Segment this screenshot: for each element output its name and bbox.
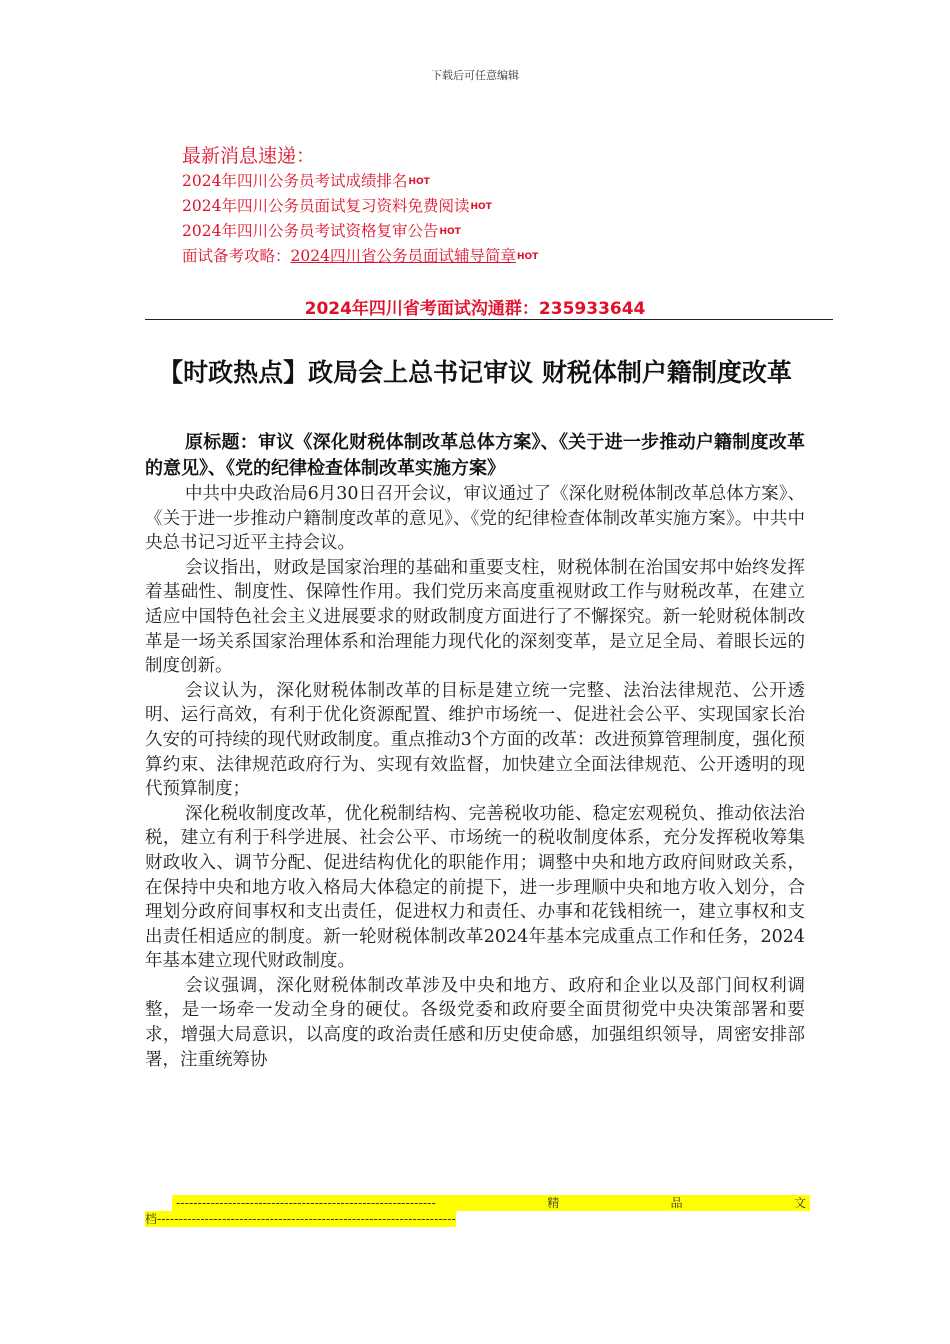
news-item[interactable] [182, 219, 538, 244]
header-note: 下载后可任意编辑 [431, 69, 519, 82]
footer-word: 档 [145, 1212, 158, 1226]
strategy-prefix: 面试备考攻略： [182, 247, 291, 265]
news-item[interactable] [182, 169, 538, 194]
footer-dashes: --------------------------------------------------------------------- [157, 1212, 456, 1226]
article-paragraph: 深化税收制度改革，优化税制结构、完善税收功能、稳定宏观税负、推动依法治税，建立有利于科学进展、社会公平、市场统一的税收制度体系，充分发挥税收筹集财政收入、调节分配、促进结构优化的职能作用；调整中央和地方政府间财政关系，在保持中央和地方收入格局大体稳定的前提下，进一步理顺中央和地方收入划分，合理划分政府间事权和支出责任，促进权力和责任、办事和花钱相统一，建立事权和支出责任相适应的制度。新一轮财税体制改革2024年基本完成重点工作和任务，2024年基本建立现代财政制度。 [145, 803, 805, 972]
hot-badge-icon: HOT [408, 177, 430, 187]
strategy-link[interactable]: 2024四川省公务员面试辅导简章 [290, 247, 516, 265]
article-paragraph: 会议指出，财政是国家治理的基础和重要支柱，财税体制在治国安邦中始终发挥着基础性、制度性、保障性作用。我们党历来高度重视财政工作与财税改革，在建立适应中国特色社会主义进展要求的财政制度方面进行了不懈探究。新一轮财税体制改革是一场关系国家治理体系和治理能力现代化的深刻变革，是立足全局、着眼长远的制度创新。 [145, 557, 805, 677]
group-line: 2024年四川省考面试沟通群：235933644 [304, 299, 646, 319]
news-item-text[interactable]: 2024年四川公务员考试资格复审公告 [182, 222, 439, 240]
article-title: 【时政热点】政局会上总书记审议 财税体制户籍制度改革 [158, 358, 792, 387]
news-item-text[interactable]: 2024年四川公务员面试复习资料免费阅读 [182, 197, 470, 215]
hot-badge-icon: HOT [439, 227, 461, 237]
footer-dashes: ------------------------------------------------------------ [176, 1196, 436, 1210]
hot-badge-icon: HOT [516, 252, 539, 262]
footer-banner [145, 1195, 810, 1227]
footer-word: 文 [793, 1196, 806, 1210]
news-title: 最新消息速递： [182, 145, 316, 167]
news-item-text[interactable]: 2024年四川公务员考试成绩排名 [182, 172, 408, 190]
news-block [182, 143, 538, 269]
footer-word: 品 [670, 1196, 683, 1210]
hot-badge-icon: HOT [470, 202, 492, 212]
divider [145, 319, 833, 320]
article-paragraph: 中共中央政治局6月30日召开会议，审议通过了《深化财税体制改革总体方案》、《关于进一步推动户籍制度改革的意见》、《党的纪律检查体制改革实施方案》。中共中央总书记习近平主持会议。 [145, 484, 805, 554]
footer-word: 精 [547, 1196, 560, 1210]
article-paragraph: 会议强调，深化财税体制改革涉及中央和地方、政府和企业以及部门间权利调整，是一场牵一发动全身的硬仗。各级党委和政府要全面贯彻党中央决策部署和要求，增强大局意识，以高度的政治责任感和历史使命感，加强组织领导，周密安排部署，注重统筹协 [145, 975, 805, 1070]
article-body [145, 430, 805, 1072]
strategy-item [182, 244, 538, 269]
footer-row [172, 1195, 810, 1211]
footer-row [145, 1211, 456, 1227]
news-item[interactable] [182, 194, 538, 219]
article-paragraph: 会议认为，深化财税体制改革的目标是建立统一完整、法治法律规范、公开透明、运行高效，有利于优化资源配置、维护市场统一、促进社会公平、实现国家长治久安的可持续的现代财政制度。重点推动3个方面的改革：改进预算管理制度，强化预算约束、法律规范政府行为、实现有效监督，加快建立全面法律规范、公开透明的现代预算制度； [145, 680, 805, 800]
article-subtitle: 原标题：审议《深化财税体制改革总体方案》、《关于进一步推动户籍制度改革的意见》、《党的纪律检查体制改革实施方案》 [145, 432, 805, 479]
